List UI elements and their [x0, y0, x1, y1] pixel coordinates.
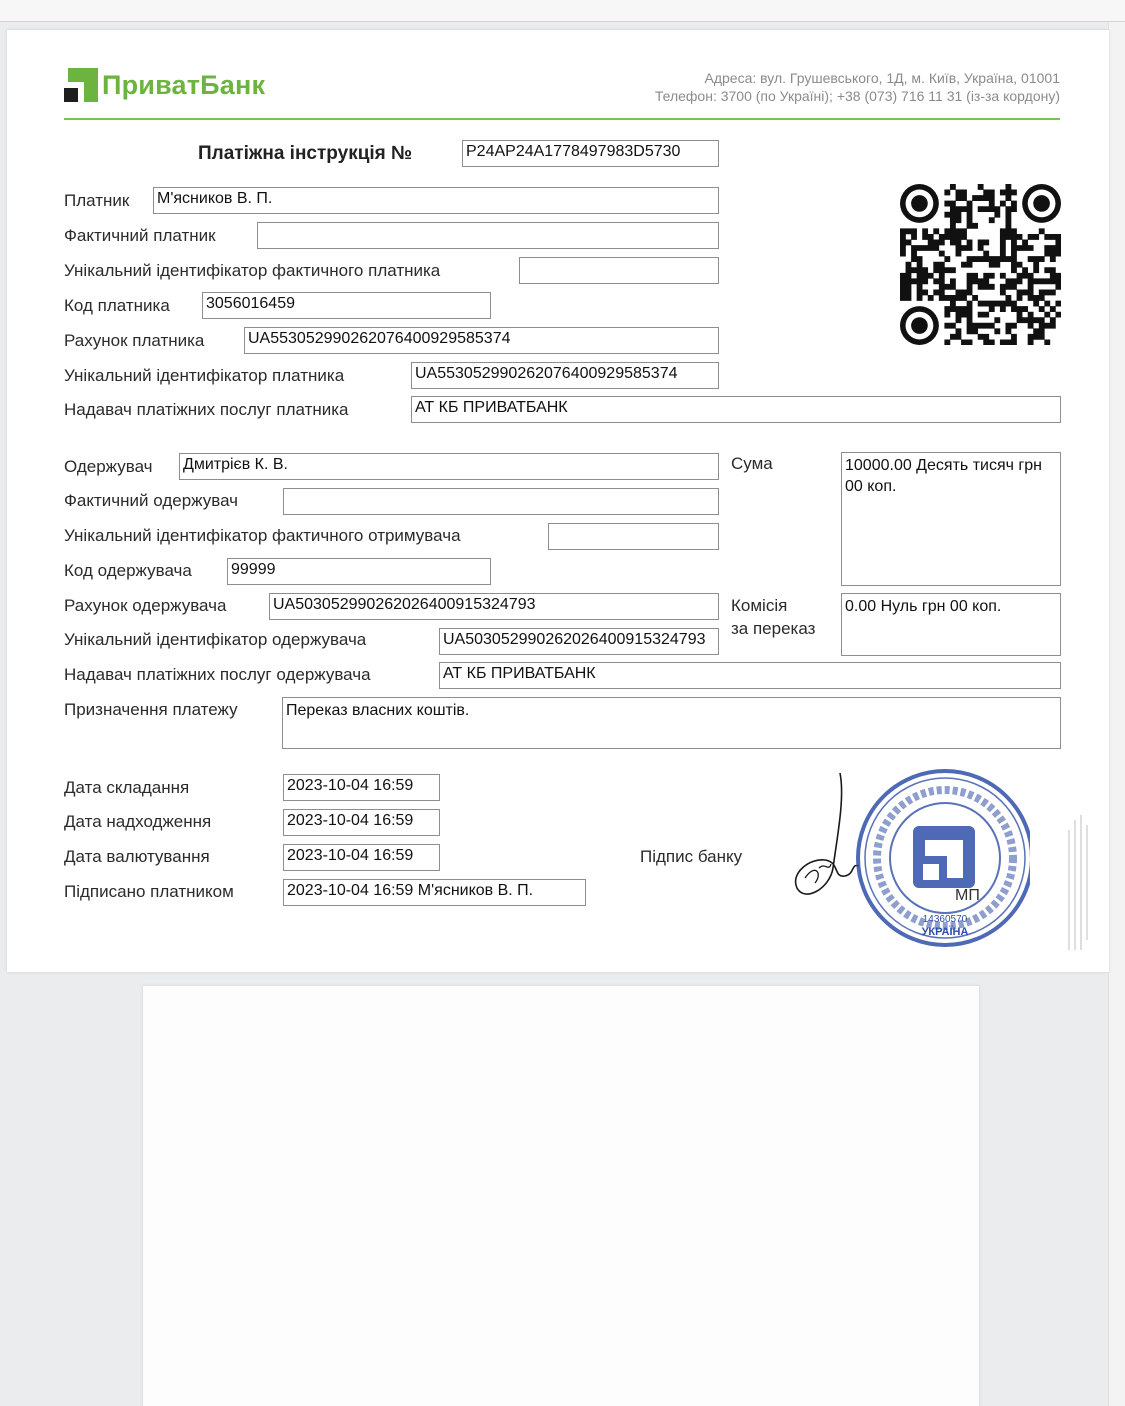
recipient-label: Одержувач	[64, 457, 153, 476]
bank-phone: Телефон: 3700 (по Україні); +38 (073) 716 11 31 (із-за кордону)	[654, 88, 1060, 104]
recipient-provider-field: АТ КБ ПРИВАТБАНК	[439, 662, 1061, 689]
recipient-account-field: UA503052990262026400915324793	[269, 593, 719, 620]
value-date-label: Дата валютування	[64, 847, 210, 866]
purpose-field: Переказ власних коштів.	[282, 697, 1061, 749]
side-microtext	[1063, 810, 1093, 960]
recipient-uid-label: Унікальний ідентифікатор одержувача	[64, 630, 367, 649]
instruction-number-field: P24AP24A1778497983D5730	[462, 140, 719, 167]
payer-label: Платник	[64, 191, 130, 210]
payer-account-field: UA553052990262076400929585374	[244, 327, 719, 354]
bank-stamp-icon	[785, 768, 1030, 948]
payer-provider-field: АТ КБ ПРИВАТБАНК	[411, 396, 1061, 423]
recipient-field: Дмитрієв К. В.	[179, 453, 719, 480]
actual-payer-label: Фактичний платник	[64, 226, 216, 245]
actual-recipient-uid-label: Унікальний ідентифікатор фактичного отримувача	[64, 526, 461, 545]
recipient-account-label: Рахунок одержувача	[64, 596, 227, 615]
recipient-code-label: Код одержувача	[64, 561, 192, 580]
actual-recipient-field	[283, 488, 719, 515]
privatbank-logo-icon	[64, 68, 98, 102]
fee-label-line1: Комісія	[731, 596, 788, 615]
actual-recipient-uid-field	[548, 523, 719, 550]
sum-field: 10000.00 Десять тисяч грн 00 коп.	[841, 452, 1061, 586]
bank-signature-label: Підпис банку	[640, 847, 743, 866]
stamp-mp-text: МП	[955, 887, 980, 904]
received-date-field: 2023-10-04 16:59	[283, 809, 440, 836]
document-page	[7, 30, 1109, 972]
bank-contacts	[655, 69, 1060, 105]
next-document-page	[143, 986, 979, 1406]
created-date-label: Дата складання	[64, 778, 190, 797]
recipient-uid-field: UA503052990262026400915324793	[439, 628, 719, 655]
recipient-code-field: 99999	[227, 558, 491, 585]
payer-uid-label: Унікальний ідентифікатор платника	[64, 366, 345, 385]
qr-code-icon	[900, 184, 1061, 345]
fee-field: 0.00 Нуль грн 00 коп.	[841, 593, 1061, 656]
bank-name: ПриватБанк	[102, 69, 266, 100]
actual-payer-field	[257, 222, 719, 249]
viewer-top-bar	[0, 0, 1125, 22]
actual-payer-uid-field	[519, 257, 719, 284]
actual-recipient-label: Фактичний одержувач	[64, 491, 239, 510]
bank-logo	[64, 68, 265, 102]
viewer-scrollbar[interactable]	[1108, 22, 1125, 1406]
signed-field: 2023-10-04 16:59 М'ясников В. П.	[283, 879, 586, 906]
created-date-field: 2023-10-04 16:59	[283, 774, 440, 801]
received-date-label: Дата надходження	[64, 812, 212, 831]
bank-address: Адреса: вул. Грушевського, 1Д, м. Київ, Україна, 01001	[704, 70, 1060, 86]
payer-uid-field: UA553052990262076400929585374	[411, 362, 719, 389]
recipient-provider-label: Надавач платіжних послуг одержувача	[64, 665, 371, 684]
payer-field: М'ясников В. П.	[153, 187, 719, 214]
actual-payer-uid-label: Унікальний ідентифікатор фактичного платника	[64, 261, 441, 280]
fee-label-line2: за переказ	[731, 619, 816, 638]
purpose-label: Призначення платежу	[64, 700, 238, 719]
payer-account-label: Рахунок платника	[64, 331, 205, 350]
stamp-country: УКРАЇНА	[921, 926, 969, 938]
stamp-code: 14360570	[922, 914, 968, 925]
value-date-field: 2023-10-04 16:59	[283, 844, 440, 871]
header-separator	[64, 118, 1060, 120]
payer-code-label: Код платника	[64, 296, 170, 315]
payer-code-field: 3056016459	[202, 292, 491, 319]
payer-provider-label: Надавач платіжних послуг платника	[64, 400, 349, 419]
signed-label: Підписано платником	[64, 882, 234, 901]
sum-label: Сума	[731, 454, 773, 473]
document-title: Платіжна інструкція №	[198, 143, 413, 164]
